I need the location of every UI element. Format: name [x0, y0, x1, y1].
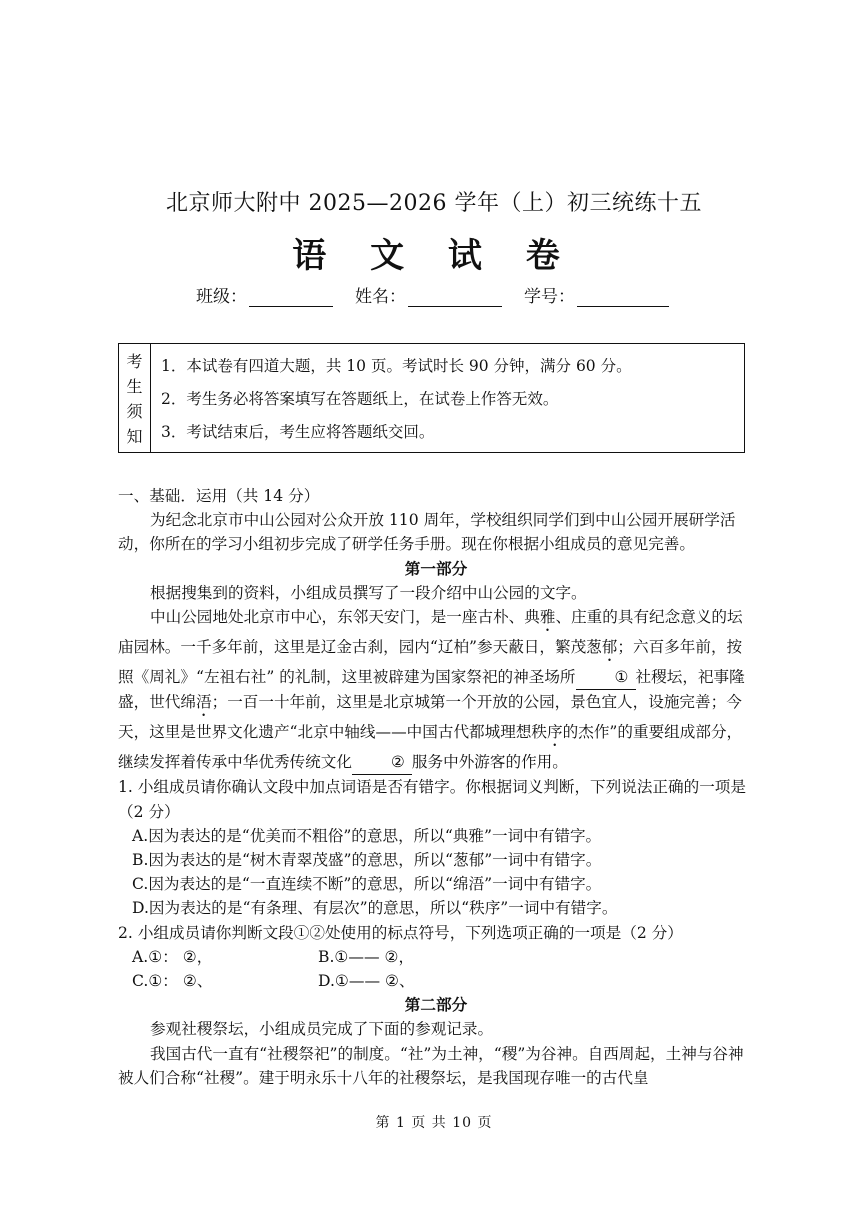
student-id-field	[524, 282, 669, 307]
student-id-blank[interactable]	[577, 288, 669, 307]
blank-slot-2: ②	[352, 750, 412, 775]
part-one-intro: 根据搜集到的资料，小组成员撰写了一段介绍中山公园的文字。	[150, 583, 587, 602]
passage-text: 、庄重的具有纪念意义的坛庙园林。一千多年前，这里是辽金古刹，园内“辽柏”参天蔽日，繁茂葱	[118, 608, 743, 657]
q1-option-a: A.因为表达的是“优美而不粗俗”的意思，所以“典雅”一词中有错字。	[132, 826, 602, 845]
q2-option-c: C.①： ②、	[132, 972, 213, 991]
dotted-word: 浯	[195, 693, 212, 712]
section-one	[118, 484, 754, 1090]
notice-char: 生	[126, 377, 143, 396]
class-blank[interactable]	[249, 288, 333, 307]
notice-item: 2．考生务必将答案填写在答题纸上，在试卷上作答无效。	[161, 389, 559, 408]
q2-options-row-1	[118, 945, 754, 969]
dotted-word: 序	[547, 723, 563, 742]
part-two-title: 第二部分	[404, 995, 468, 1015]
notice-items	[151, 344, 744, 452]
q2-option-b: B.①—— ②，	[318, 947, 415, 966]
q1-option-c: C.因为表达的是“一直连续不断”的意思，所以“绵浯”一词中有错字。	[132, 875, 602, 894]
park-passage	[118, 605, 754, 775]
question-2-stem: 2. 小组成员请你判断文段①②处使用的标点符号，下列选项正确的一项是（2 分）	[118, 923, 683, 942]
notice-char: 须	[126, 402, 143, 421]
q2-options-row-2	[118, 969, 754, 993]
q2-option-a: A.①： ②，	[132, 947, 213, 966]
name-label: 姓名：	[355, 287, 406, 307]
passage-text: 社稷坛，祀事隆盛，世代绵	[118, 668, 745, 712]
part-two-intro: 参观社稷祭坛，小组成员完成了下面的参观记录。	[150, 1020, 494, 1039]
question-1-stem: 1. 小组成员请你确认文段中加点词语是否有错字。你根据词义判断，下列说法正确的一项是（2 分）	[118, 778, 746, 821]
part-one-title: 第一部分	[404, 558, 468, 578]
notice-side-label	[119, 344, 151, 452]
passage-text: ；六百多年前，按照《周礼》“左祖右社” 的礼制，这里被辟建为国家祭祀的神圣场所	[118, 638, 743, 687]
passage-text: 的杰作”的重要组成部分，继续发挥着传承中华优秀传统文化	[118, 723, 743, 772]
notice-item: 3．考试结束后，考生应将答题纸交回。	[161, 423, 435, 442]
student-id-label: 学号：	[524, 287, 575, 307]
passage-text: ；一百一十年前，这里是北京城第一个开放的公园，景色宜人，设施完善；今天，这里是世界文化遗产“北京中轴线——中国古代都城理想秩	[118, 693, 742, 742]
section-heading: 一、基础．运用（共 14 分）	[118, 487, 320, 505]
part-two-passage: 我国古代一直有“社稷祭祀”的制度。“社”为土神，“稷”为谷神。自西周起，土神与谷神被人们合称“社稷”。建于明永乐十八年的社稷祭坛，是我国现存唯一的古代皇	[118, 1044, 744, 1087]
section-intro: 为纪念北京市中山公园对公众开放 110 周年，学校组织同学们到中山公园开展研学活动，你所在的学习小组初步完成了研学任务手册。现在你根据小组成员的意见完善。	[118, 511, 736, 554]
dotted-word: 雅	[539, 608, 556, 627]
name-blank[interactable]	[408, 288, 502, 307]
notice-item: 1．本试卷有四道大题，共 10 页。考试时长 90 分钟，满分 60 分。	[161, 356, 632, 375]
notice-char: 考	[126, 352, 143, 371]
passage-text: 中山公园地处北京市中心，东邻天安门，是一座古朴、典	[150, 608, 540, 627]
class-label: 班级：	[196, 287, 247, 307]
class-field	[196, 282, 355, 307]
student-info-row	[196, 282, 669, 307]
passage-text: 服务中外游客的作用。	[411, 753, 568, 772]
q1-option-b: B.因为表达的是“树木青翠茂盛”的意思，所以“葱郁”一词中有错字。	[132, 851, 602, 870]
dotted-word: 郁	[601, 638, 618, 657]
q2-option-d: D.①—— ②、	[318, 972, 415, 991]
page-footer: 第 1 页 共 10 页	[375, 1115, 493, 1131]
exam-title: 北京师大附中 2025—2026 学年（上）初三统练十五	[166, 191, 702, 216]
name-field	[355, 282, 524, 307]
notice-char: 知	[126, 427, 143, 446]
subject-title: 语 文 试 卷	[292, 236, 576, 276]
blank-slot-1: ①	[576, 665, 636, 690]
exam-notice-box	[118, 343, 745, 453]
q1-option-d: D.因为表达的是“有条理、有层次”的意思，所以“秩序”一词中有错字。	[132, 899, 618, 918]
